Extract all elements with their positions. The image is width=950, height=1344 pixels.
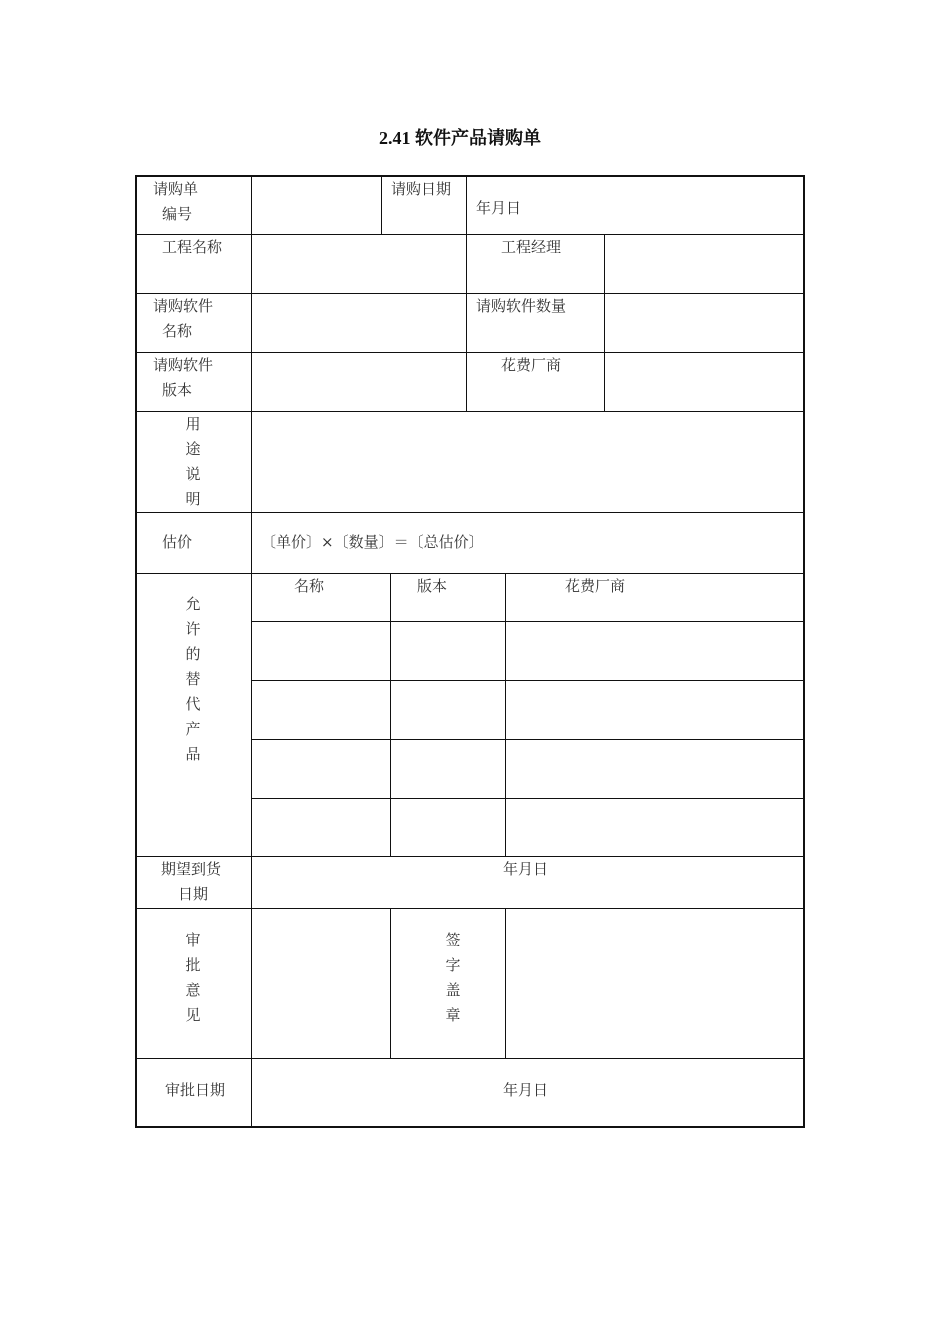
alternatives-label: 允 许 的 替 代 产 品 (185, 595, 201, 763)
software-version-field[interactable] (252, 353, 466, 411)
alt-col-version-header: 版本 (417, 577, 448, 595)
row-divider (251, 621, 805, 622)
usage-label: 用 途 说 明 (185, 415, 201, 508)
software-quantity-field[interactable] (605, 294, 805, 352)
vendor-field[interactable] (605, 353, 805, 411)
signature-field[interactable] (506, 909, 805, 1058)
vendor-label: 花费厂商 (501, 356, 562, 374)
software-quantity-label: 请购软件数量 (476, 297, 567, 315)
row-divider (137, 1058, 805, 1059)
request-date-label: 请购日期 (391, 180, 452, 198)
project-manager-label: 工程经理 (501, 238, 562, 256)
expected-date-label: 期望到货 日期 (161, 860, 222, 903)
request-no-field[interactable] (252, 177, 381, 234)
column-divider (466, 177, 467, 411)
column-divider (381, 177, 382, 234)
software-version-label: 请购软件 版本 (153, 356, 214, 399)
approval-date-value[interactable]: 年月日 (503, 1081, 549, 1099)
row-divider (251, 739, 805, 740)
form-title: 2.41 软件产品请购单 (379, 128, 541, 148)
usage-field[interactable] (252, 412, 805, 512)
approval-label: 审 批 意 见 (185, 931, 201, 1024)
signature-label: 签 字 盖 章 (445, 931, 461, 1024)
expected-date-value[interactable]: 年月日 (503, 860, 549, 878)
project-manager-field[interactable] (605, 235, 805, 293)
software-name-field[interactable] (252, 294, 466, 352)
approval-date-label: 审批日期 (165, 1081, 226, 1099)
row-divider (137, 512, 805, 513)
estimate-label: 估价 (162, 533, 193, 551)
column-divider (505, 573, 506, 856)
column-divider (390, 908, 391, 1058)
row-divider (137, 573, 805, 574)
project-name-label: 工程名称 (162, 238, 223, 256)
alt-col-name-header: 名称 (294, 577, 325, 595)
request-no-label: 请购单 编号 (153, 180, 199, 223)
purchase-request-form (135, 175, 805, 1128)
estimate-formula[interactable]: 〔单价〕×〔数量〕＝〔总估价〕 (261, 533, 484, 551)
request-date-value[interactable]: 年月日 (476, 199, 522, 217)
row-divider (251, 680, 805, 681)
software-name-label: 请购软件 名称 (153, 297, 214, 340)
approval-field[interactable] (252, 909, 390, 1058)
alt-col-vendor-header: 花费厂商 (565, 577, 626, 595)
row-divider (137, 856, 805, 857)
row-divider (251, 798, 805, 799)
project-name-field[interactable] (252, 235, 466, 293)
column-divider (390, 573, 391, 856)
